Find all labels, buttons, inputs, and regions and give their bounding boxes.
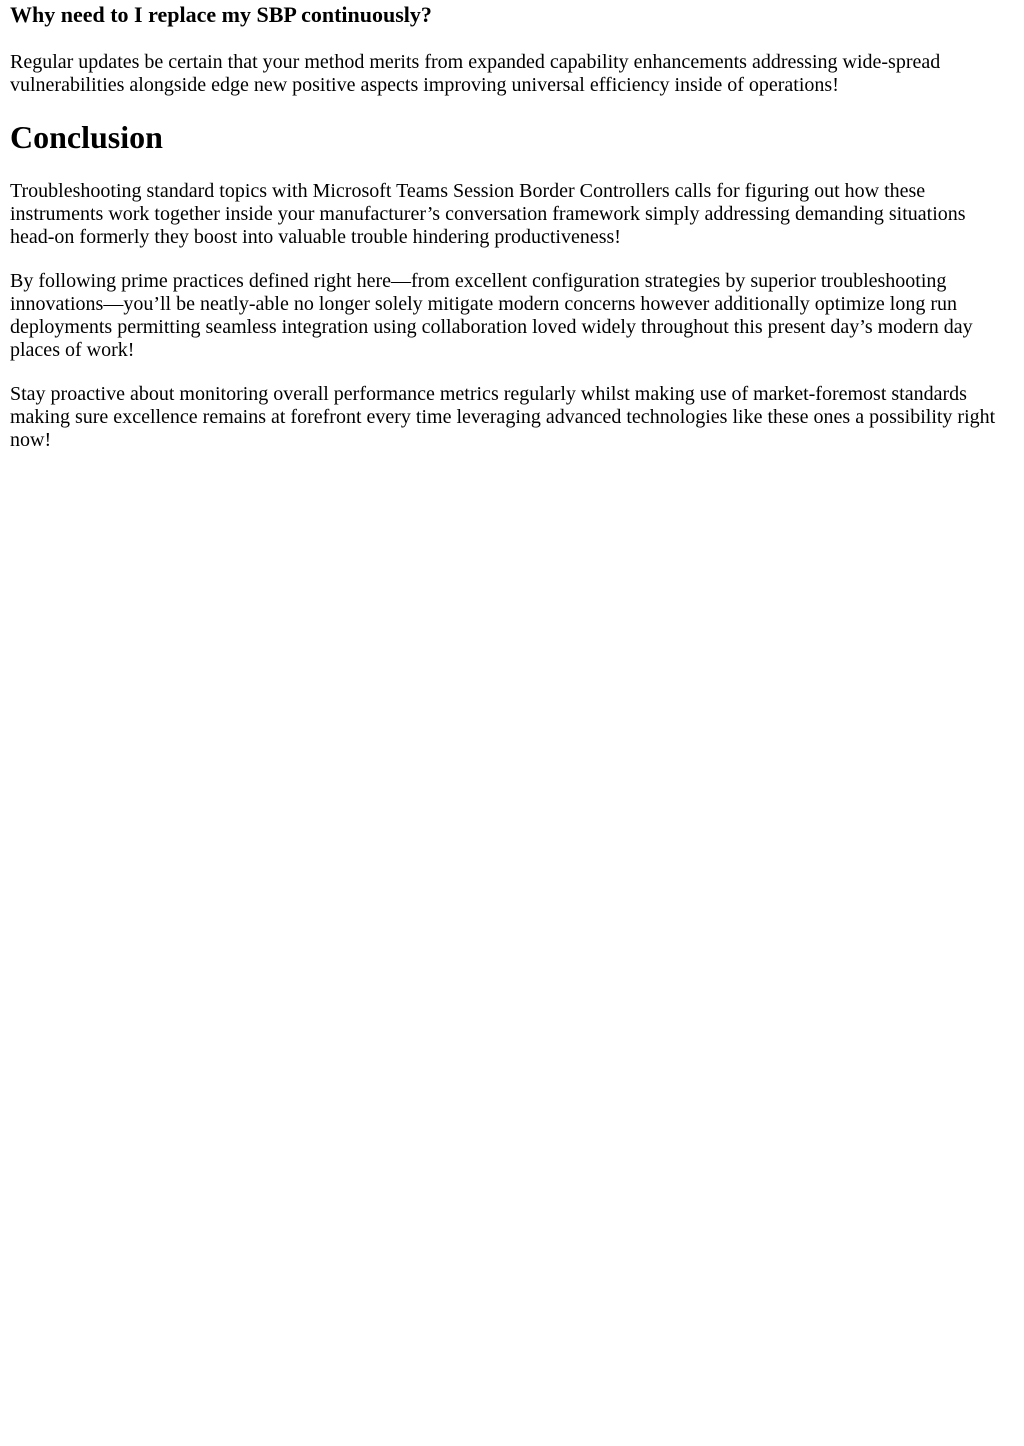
conclusion-paragraph: Troubleshooting standard topics with Microsoft Teams Session Border Controllers calls for figuring out how these instruments work together inside your manufacturer’s conversation framework simply addressing demanding situations head-on formerly they boost into valuable trouble hindering productiveness!: [10, 180, 966, 248]
faq-answer-paragraph: Regular updates be certain that your method merits from expanded capability enhancements addressing wide-spread vulnerabilities alongside edge new positive aspects improving universal efficiency inside of operations!: [10, 51, 941, 96]
faq-question-heading: Why need to I replace my SBP continuously?: [10, 2, 432, 27]
conclusion-paragraph: Stay proactive about monitoring overall performance metrics regularly whilst making use of market-foremost standards making sure excellence remains at forefront every time leveraging advanced technologies like these ones a possibility right now!: [10, 383, 996, 451]
article-body: [0, 0, 1024, 452]
conclusion-heading: Conclusion: [10, 119, 163, 155]
conclusion-paragraph: By following prime practices defined right here—from excellent configuration strategies by superior troubleshooting innovations—you’ll be neatly-able no longer solely mitigate modern concerns however additionally optimize long run deployments permitting seamless integration using collaboration loved widely throughout this present day’s modern day places of work!: [10, 270, 973, 361]
